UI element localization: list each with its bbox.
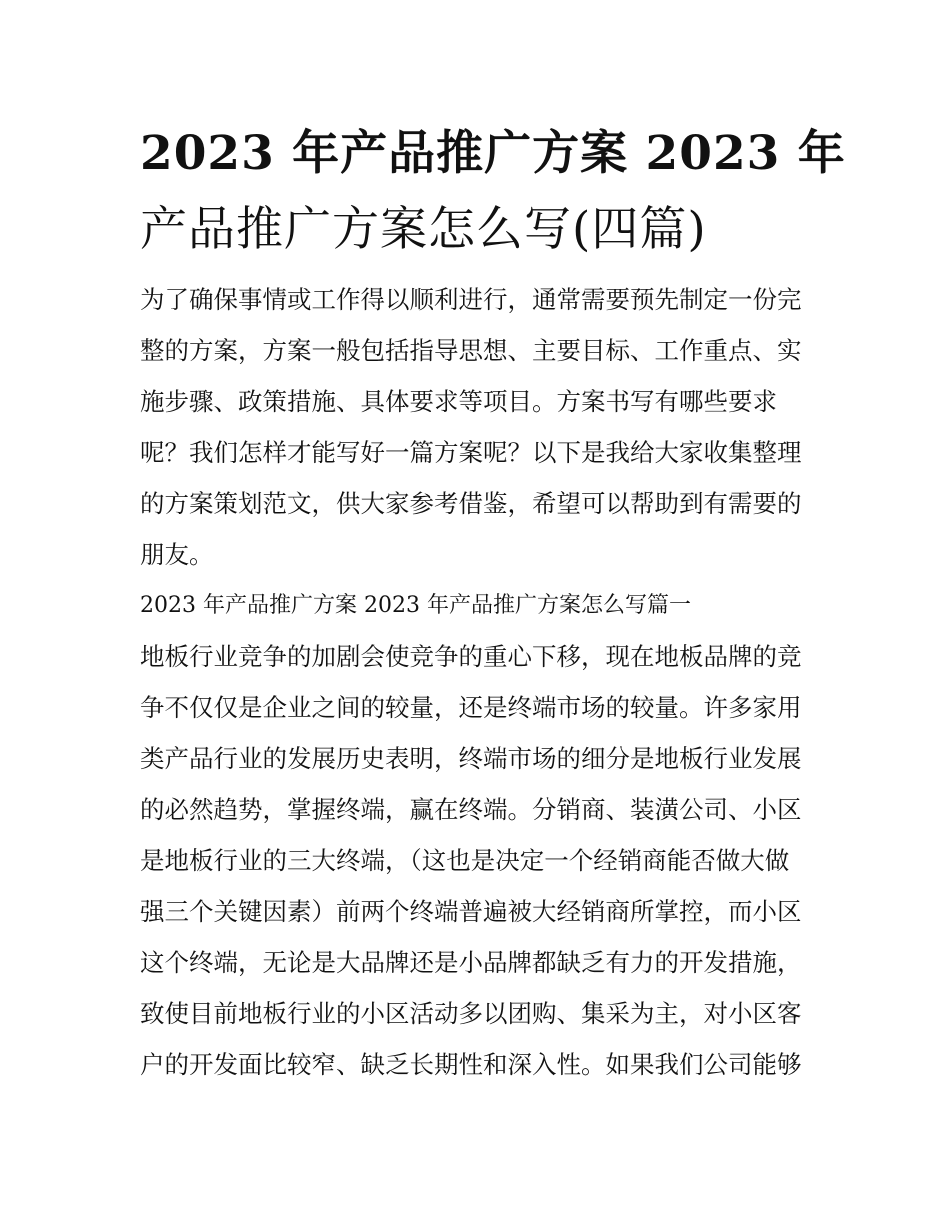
intro-line: 呢？我们怎样才能写好一篇方案呢？以下是我给大家收集整理 [140,438,802,467]
section-line: 致使目前地板行业的小区活动多以团购、集采为主，对小区客 [140,999,802,1028]
section-line: 强三个关键因素）前两个终端普遍被大经销商所掌控，而小区 [140,897,802,926]
title-line-1: 2023 年产品推广方案 2023 年 [140,126,846,181]
section-line: 是地板行业的三大终端，（这也是决定一个经销商能否做大做 [140,846,790,875]
intro-line: 整的方案，方案一般包括指导思想、主要目标、工作重点、实 [140,336,802,365]
section-heading [140,580,820,631]
intro-line: 的方案策划范文，供大家参考借鉴，希望可以帮助到有需要的 [140,489,802,518]
document-title [140,116,846,268]
intro-line: 施步骤、政策措施、具体要求等项目。方案书写有哪些要求 [140,387,777,416]
section-line: 争不仅仅是企业之间的较量，还是终端市场的较量。许多家用 [140,693,802,722]
intro-paragraph [140,274,820,580]
section-heading-text: 2023 年产品推广方案 2023 年产品推广方案怎么写篇一 [140,593,691,618]
section-line: 地板行业竞争的加剧会使竞争的重心下移，现在地板品牌的竞 [140,642,802,671]
section-paragraph [140,631,820,1090]
section-line: 类产品行业的发展历史表明，终端市场的细分是地板行业发展 [140,744,802,773]
section-line: 这个终端，无论是大品牌还是小品牌都缺乏有力的开发措施， [140,948,802,977]
title-line-2: 产品推广方案怎么写(四篇) [140,202,707,257]
section-line: 户的开发面比较窄、缺乏长期性和深入性。如果我们公司能够 [140,1050,802,1079]
intro-line: 为了确保事情或工作得以顺利进行，通常需要预先制定一份完 [140,285,802,314]
intro-line: 朋友。 [140,540,214,569]
section-line: 的必然趋势，掌握终端，赢在终端。分销商、装潢公司、小区 [140,795,802,824]
